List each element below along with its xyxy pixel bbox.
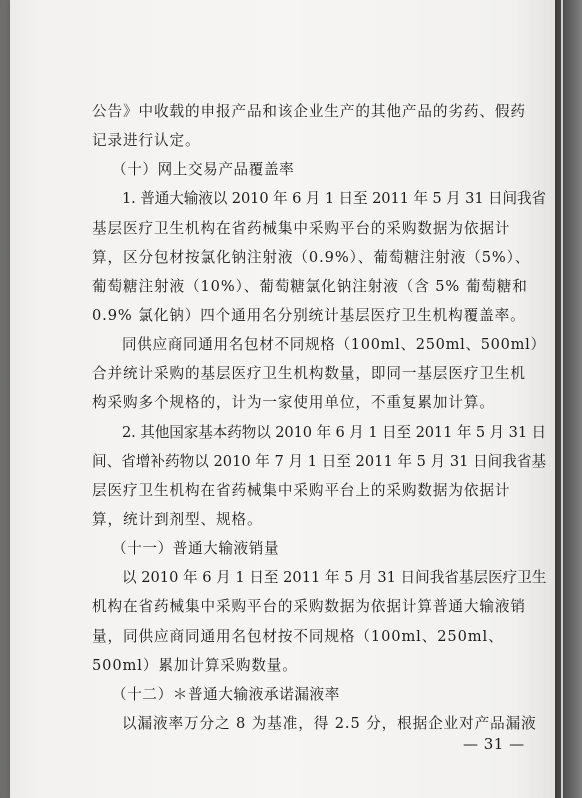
text-line: 同供应商同通用名包材不同规格（100ml、250ml、500ml） [122, 336, 546, 354]
text-line: 算，统计到剂型、规格。 [92, 511, 263, 528]
text-line: 机构在省药械集中采购平台的采购数据为依据计算普通大输液销 [92, 598, 526, 616]
text-line: 葡萄糖注射液（10%）、葡萄糖氯化钠注射液（含 5% 葡萄糖和 [92, 277, 528, 295]
text-line: 层医疗卫生机构在省药械集中采购平台上的采购数据为依据计 [92, 481, 511, 499]
text-line: 构采购多个规格的，计为一家使用单位，不重复累加计算。 [92, 394, 495, 412]
section-heading: （十二）＊普通大输液承诺漏液率 [112, 685, 340, 703]
section-heading: （十一）普通大输液销量 [112, 540, 280, 558]
text-line: 以 2010 年 6 月 1 日至 2011 年 5 月 31 日间我省基层医疗卫生 [122, 569, 547, 587]
text-line: 算，区分包材按氯化钠注射液（0.9%）、葡萄糖注射液（5%）、 [92, 248, 531, 266]
text-line: 500ml）累加计算采购数量。 [92, 656, 298, 674]
text-line: 合并统计采购的基层医疗卫生机构数量，即同一基层医疗卫生机 [92, 365, 526, 383]
text-line: 记录进行认定。 [92, 132, 201, 150]
section-heading: （十）网上交易产品覆盖率 [112, 161, 295, 179]
page-number: — 31 — [463, 735, 525, 753]
document-page [10, 0, 555, 798]
text-line: 间、省增补药物以 2010 年 7 月 1 日至 2011 年 5 月 31 日间我省基 [92, 452, 547, 470]
text-line: 2. 其他国家基本药物以 2010 年 6 月 1 日至 2011 年 5 月 31 日 [122, 423, 547, 441]
text-line: 公告》中收载的申报产品和该企业生产的其他产品的劣药、假药 [92, 103, 526, 120]
text-line: 1. 普通大输液以 2010 年 6 月 1 日至 2011 年 5 月 31 日间我省 [122, 190, 547, 208]
text-line: 以漏液率万分之 8 为基准，得 2.5 分，根据企业对产品漏液 [122, 715, 537, 732]
text-line: 量，同供应商同通用名包材按不同规格（100ml、250ml、 [92, 627, 504, 645]
text-line: 基层医疗卫生机构在省药械集中采购平台的采购数据为依据计 [92, 219, 511, 237]
scan-edge [555, 0, 582, 798]
text-line: 0.9% 氯化钠）四个通用名分别统计基层医疗卫生机构覆盖率。 [92, 307, 526, 324]
